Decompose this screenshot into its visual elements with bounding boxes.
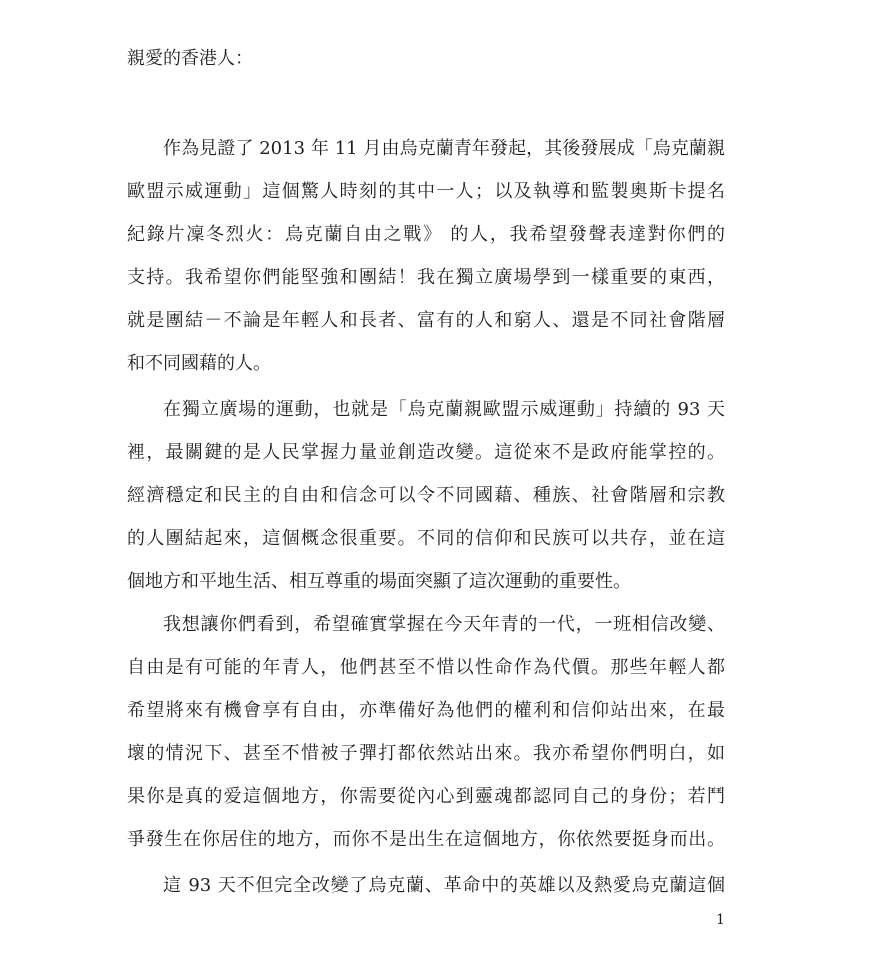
paragraph-2-line-4: 的人團結起來，這個概念很重要。不同的信仰和民族可以共存，並在這 — [127, 528, 725, 549]
paragraph-1-line-5: 就是團結－不論是年輕人和長者、富有的人和窮人、還是不同社會階層 — [127, 310, 725, 331]
paragraph-4-line-1: 這 93 天不但完全改變了烏克蘭、革命中的英雄以及熱愛烏克蘭這個 — [163, 875, 725, 896]
paragraph-2-line-2: 裡，最關鍵的是人民掌握力量並創造改變。這從來不是政府能掌控的。 — [127, 442, 725, 463]
paragraph-2-line-1: 在獨立廣場的運動，也就是「烏克蘭親歐盟示威運動」持續的 93 天 — [163, 399, 725, 420]
salutation: 親愛的香港人： — [127, 48, 253, 69]
paragraph-2-line-5: 個地方和平地生活、相互尊重的場面突顯了這次運動的重要性。 — [127, 571, 631, 592]
paragraph-3-line-3: 希望將來有機會享有自由，亦準備好為他們的權利和信仰站出來，在最 — [127, 700, 725, 721]
paragraph-3-line-2: 自由是有可能的年青人，他們甚至不惜以性命作為代價。那些年輕人都 — [127, 657, 725, 678]
paragraph-1-line-6: 和不同國藉的人。 — [127, 353, 271, 374]
paragraph-1-line-2: 歐盟示威運動」這個驚人時刻的其中一人；以及執導和監製奧斯卡提名 — [127, 181, 725, 202]
paragraph-3-line-5: 果你是真的爱這個地方，你需要從內心到靈魂都認同自己的身份；若鬥 — [127, 786, 725, 807]
paragraph-1-line-1: 作為見證了 2013 年 11 月由烏克蘭青年發起，其後發展成「烏克蘭親 — [163, 138, 725, 159]
paragraph-1-line-3: 紀錄片凜冬烈火：烏克蘭自由之戰》 的人，我希望發聲表達對你們的 — [127, 224, 725, 245]
page-number: 1 — [716, 912, 725, 928]
paragraph-3-line-1: 我想讓你們看到，希望確實掌握在今天年青的一代，一班相信改變、 — [163, 614, 725, 635]
paragraph-3-line-6: 爭發生在你居住的地方，而你不是出生在這個地方，你依然要挺身而出。 — [127, 829, 725, 850]
paragraph-3-line-4: 壞的情況下、甚至不惜被子彈打都依然站出來。我亦希望你們明白，如 — [127, 743, 725, 764]
paragraph-2-line-3: 經濟穩定和民主的自由和信念可以令不同國藉、種族、社會階層和宗教 — [127, 485, 725, 506]
paragraph-1-line-4: 支持。我希望你們能堅強和團結！我在獨立廣場學到一樣重要的東西， — [127, 267, 725, 288]
